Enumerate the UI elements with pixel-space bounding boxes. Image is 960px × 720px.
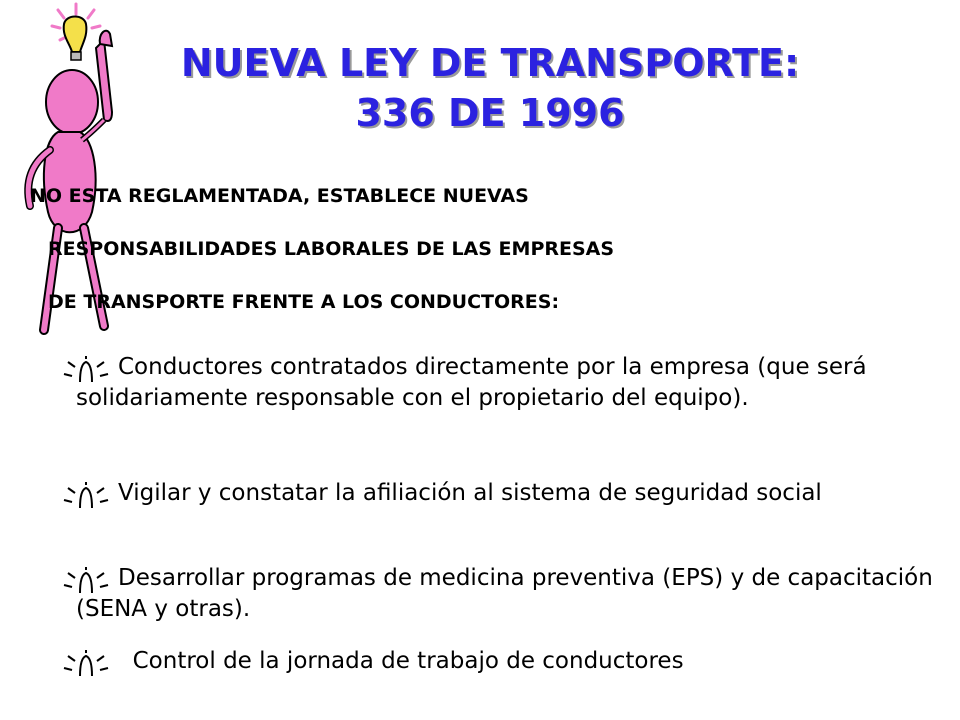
slide-title — [150, 38, 830, 138]
title-line-2: 336 DE 1996 — [355, 91, 625, 135]
lightbulb-bullet-icon — [58, 354, 114, 384]
bullet-text: Vigilar y constatar la afiliación al sistema de seguridad social — [118, 480, 822, 506]
bullet-text: Control de la jornada de trabajo de conductores — [118, 648, 684, 674]
bullet-text: Conductores contratados directamente por la empresa (que será solidariamente responsable con el propietario del equipo). — [76, 354, 867, 411]
bullet-text: Desarrollar programas de medicina preventiva (EPS) y de capacitación (SENA y otras). — [76, 565, 933, 622]
intro-line-1: NO ESTA REGLAMENTADA, ESTABLECE NUEVAS — [30, 185, 529, 207]
list-item — [58, 352, 944, 414]
lightbulb-bullet-icon — [58, 480, 114, 510]
lightbulb-bullet-icon — [58, 648, 114, 678]
list-item — [58, 646, 944, 677]
intro-line-2: RESPONSABILIDADES LABORALES DE LAS EMPRESAS — [48, 238, 615, 260]
list-item — [58, 478, 944, 509]
list-item — [58, 563, 944, 625]
lightbulb-bullet-icon — [58, 565, 114, 595]
title-line-1: NUEVA LEY DE TRANSPORTE: — [180, 41, 800, 85]
intro-line-3: DE TRANSPORTE FRENTE A LOS CONDUCTORES: — [48, 291, 560, 313]
